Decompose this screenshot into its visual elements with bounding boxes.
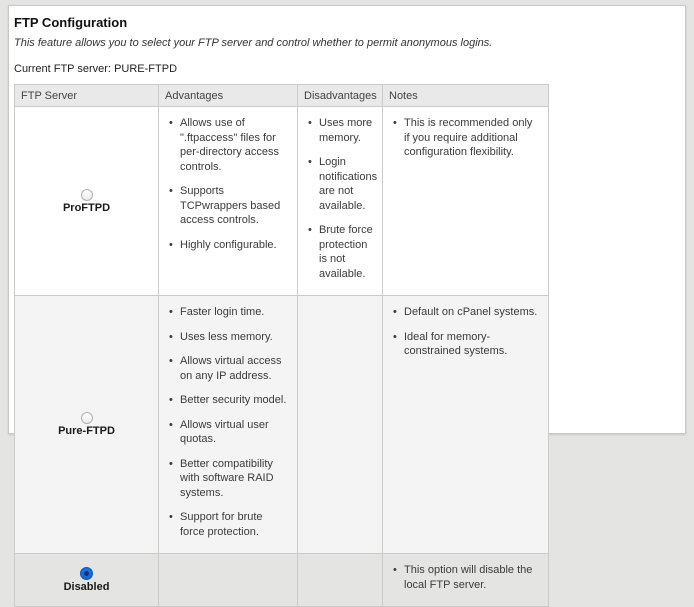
column-header-ftp-server: FTP Server	[15, 85, 159, 107]
advantages-cell	[159, 107, 298, 296]
disadvantage-item: • Brute force protection is not available.	[308, 223, 374, 281]
advantage-item: • Better compatibility with software RAID systems.	[169, 457, 289, 501]
current-ftp-server-label: Current FTP server:	[14, 63, 111, 75]
table-header-row	[15, 85, 549, 107]
ftp-server-label: Disabled	[63, 581, 110, 594]
page-title: FTP Configuration	[14, 15, 128, 30]
ftp-server-table	[14, 84, 549, 607]
notes-cell	[383, 296, 549, 554]
column-header-disadvantages: Disadvantages	[298, 85, 383, 107]
table-row	[15, 554, 549, 607]
note-item: • Default on cPanel systems.	[393, 305, 540, 320]
advantages-list	[169, 305, 289, 539]
server-cell	[15, 107, 159, 296]
column-header-notes: Notes	[383, 85, 549, 107]
notes-list	[393, 116, 540, 160]
column-header-advantages: Advantages	[159, 85, 298, 107]
advantages-cell	[159, 554, 298, 607]
page-description: This feature allows you to select your FTP server and control whether to permit anonymous logins.	[14, 37, 493, 49]
ftp-server-radio-proftpd[interactable]	[81, 189, 93, 201]
advantage-item: • Better security model.	[169, 393, 289, 408]
note-item: • This is recommended only if you require additional configuration flexibility.	[393, 116, 540, 160]
advantages-list	[169, 116, 289, 252]
notes-cell	[383, 107, 549, 296]
ftp-server-radio-disabled[interactable]	[80, 567, 93, 580]
disadvantages-cell	[298, 554, 383, 607]
server-cell	[15, 554, 159, 607]
disadvantages-cell	[298, 296, 383, 554]
notes-list	[393, 305, 540, 359]
disadvantage-item: • Uses more memory.	[308, 116, 374, 145]
advantage-item: • Faster login time.	[169, 305, 289, 320]
advantages-cell	[159, 296, 298, 554]
advantage-item: • Allows use of ".ftpaccess" files for per-directory access controls.	[169, 116, 289, 174]
disadvantages-list	[308, 116, 378, 281]
current-ftp-server	[14, 63, 680, 75]
advantage-item: • Allows virtual access on any IP address.	[169, 354, 289, 383]
note-item: • This option will disable the local FTP server.	[393, 563, 540, 592]
advantage-item: • Allows virtual user quotas.	[169, 418, 289, 447]
advantage-item: • Supports TCPwrappers based access controls.	[169, 184, 289, 228]
table-row	[15, 296, 549, 554]
ftp-table-body	[15, 107, 549, 607]
advantage-item: • Support for brute force protection.	[169, 510, 289, 539]
notes-list	[393, 563, 540, 592]
advantage-item: • Uses less memory.	[169, 330, 289, 345]
table-row	[15, 107, 549, 296]
advantage-item: • Highly configurable.	[169, 238, 289, 253]
disadvantages-cell	[298, 107, 383, 296]
ftp-server-label: Pure-FTPD	[58, 425, 115, 438]
ftp-configuration-panel	[8, 5, 686, 594]
server-cell	[15, 296, 159, 554]
current-ftp-server-value: PURE-FTPD	[114, 63, 178, 75]
ftp-server-label: ProFTPD	[62, 201, 111, 214]
note-item: • Ideal for memory-constrained systems.	[393, 330, 540, 359]
disadvantage-item: • Login notifications are not available.	[308, 155, 374, 213]
ftp-server-radio-pure-ftpd[interactable]	[81, 412, 93, 424]
notes-cell	[383, 554, 549, 607]
